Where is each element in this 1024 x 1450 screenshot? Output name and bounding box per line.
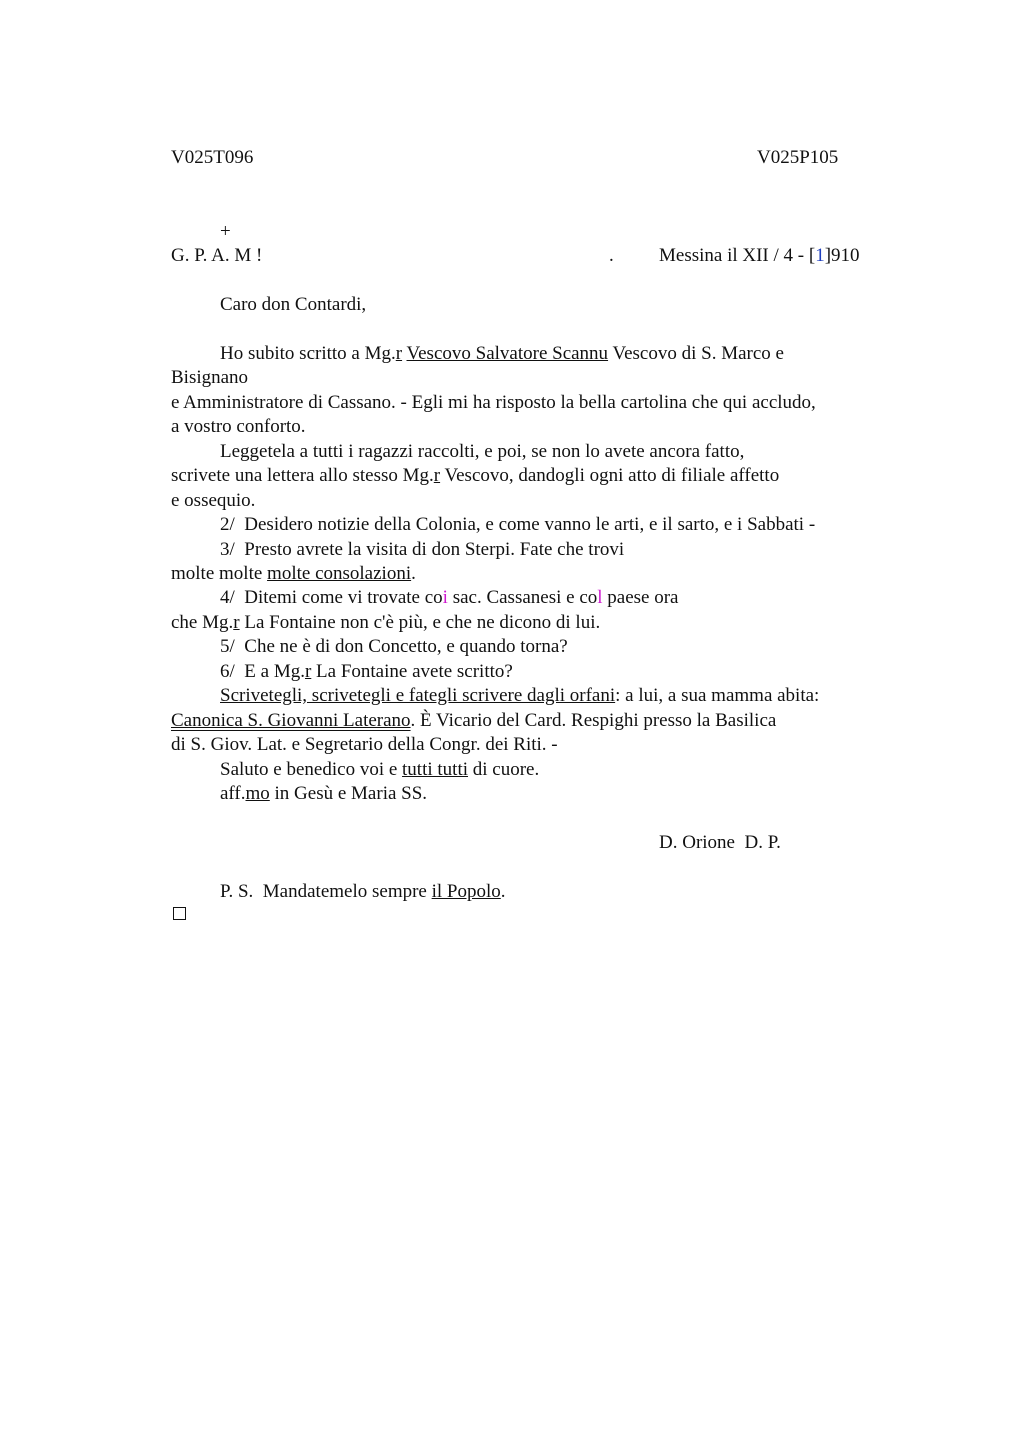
- letter-date: Messina il XII / 4 - [1]910: [659, 245, 860, 266]
- end-box-icon: [173, 907, 186, 920]
- paragraph-orfani-line-3: di S. Giov. Lat. e Segretario della Congr. dei Riti. -: [171, 734, 558, 755]
- paragraph-2-line-3: e ossequio.: [171, 490, 256, 511]
- postscript: P. S. Mandatemelo sempre il Popolo.: [220, 881, 506, 902]
- document-code-right: V025P105: [757, 147, 839, 168]
- invocation: G. P. A. M !: [171, 245, 263, 266]
- paragraph-1-line-3: e Amministratore di Cassano. - Egli mi ha risposto la bella cartolina che qui accludo,: [171, 392, 816, 413]
- point-3-line-2: molte molte molte consolazioni.: [171, 563, 416, 584]
- point-5: 5/ Che ne è di don Concetto, e quando torna?: [220, 636, 568, 657]
- document-code-left: V025T096: [171, 147, 254, 168]
- point-3-line-1: 3/ Presto avrete la visita di don Sterpi. Fate che trovi: [220, 539, 625, 560]
- signature: D. Orione D. P.: [659, 832, 781, 853]
- paragraph-1-line-1: Ho subito scritto a Mg.r Vescovo Salvatore Scannu Vescovo di S. Marco e: [220, 343, 784, 364]
- date-editorial-digit: 1: [815, 245, 825, 266]
- closing-line-1: Saluto e benedico voi e tutti tutti di cuore.: [220, 759, 540, 780]
- paragraph-1-line-4: a vostro conforto.: [171, 416, 306, 437]
- salutation: Caro don Contardi,: [220, 294, 367, 315]
- separator-dot: .: [609, 245, 614, 266]
- paragraph-2-line-2: scrivete una lettera allo stesso Mg.r Vescovo, dandogli ogni atto di filiale affetto: [171, 465, 780, 486]
- point-4-line-1: 4/ Ditemi come vi trovate coi sac. Cassanesi e col paese ora: [220, 587, 679, 608]
- point-4-line-2: che Mg.r La Fontaine non c'è più, e che ne dicono di lui.: [171, 612, 601, 633]
- closing-line-2: aff.mo in Gesù e Maria SS.: [220, 783, 428, 804]
- bishop-name: Vescovo Salvatore Scannu: [406, 343, 609, 364]
- cross-symbol: +: [220, 221, 231, 242]
- point-2: 2/ Desidero notizie della Colonia, e come vanno le arti, e il sarto, e i Sabbati -: [220, 514, 816, 535]
- newspaper-name: il Popolo: [431, 881, 501, 902]
- paragraph-2-line-1: Leggetela a tutti i ragazzi raccolti, e poi, se non lo avete ancora fatto,: [220, 441, 745, 462]
- address-underlined: Canonica S. Giovanni Laterano: [171, 710, 411, 731]
- paragraph-1-line-2: Bisignano: [171, 367, 249, 388]
- point-6: 6/ E a Mg.r La Fontaine avete scritto?: [220, 661, 513, 682]
- paragraph-orfani-line-2: Canonica S. Giovanni Laterano. È Vicario del Card. Respighi presso la Basilica: [171, 710, 777, 731]
- paragraph-orfani-line-1: Scrivetegli, scrivetegli e fategli scrivere dagli orfani: a lui, a sua mamma abita:: [220, 685, 820, 706]
